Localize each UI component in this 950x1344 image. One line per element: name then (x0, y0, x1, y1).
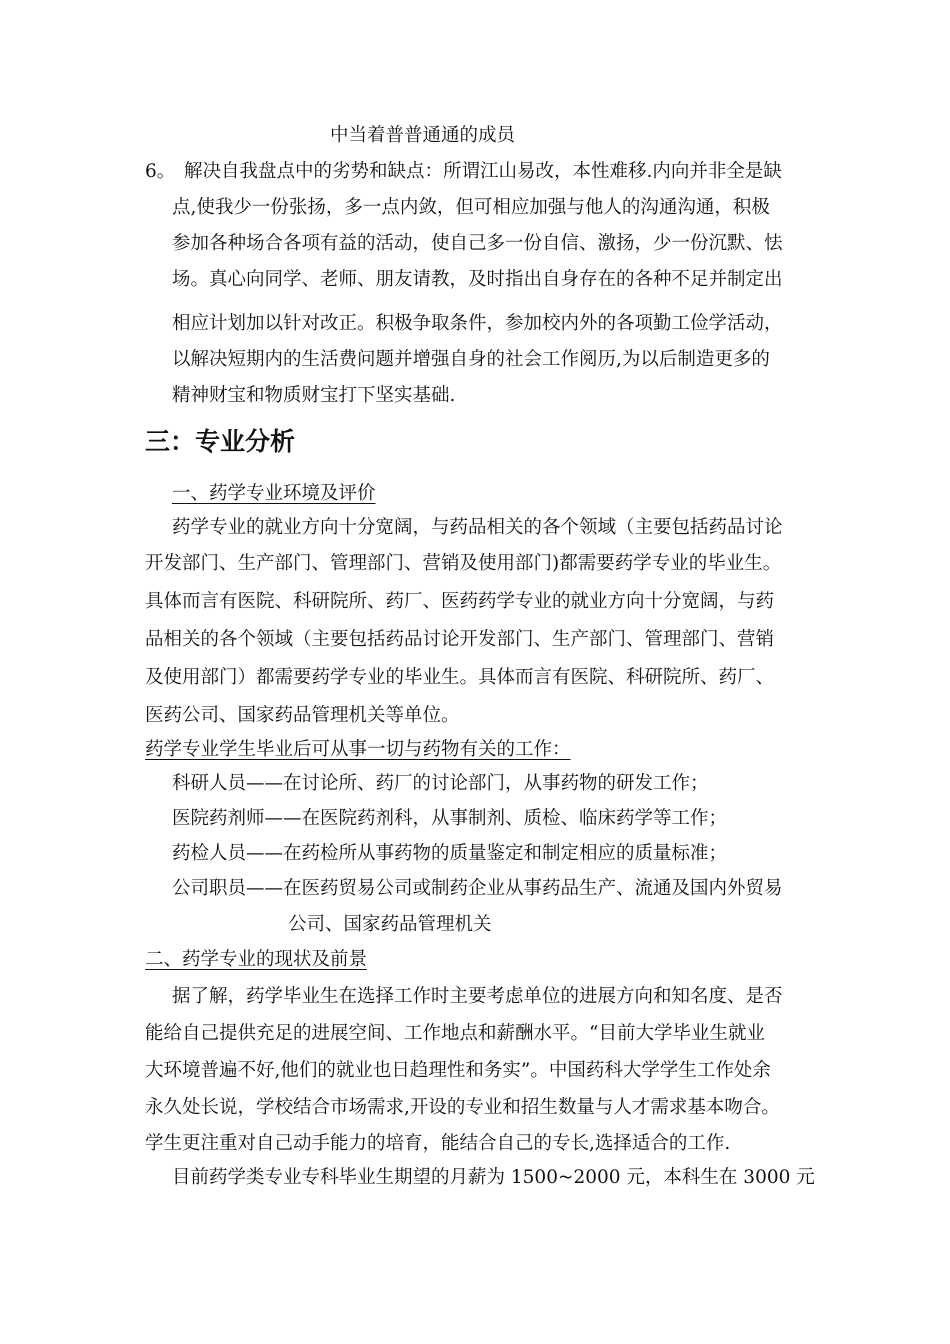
jobs-intro: 药学专业学生毕业后可从事一切与药物有关的工作： (145, 739, 571, 760)
text-line: 具体而言有医院、科研院所、药厂、医药药学专业的就业方向十分宽阔，与药 (145, 591, 775, 612)
text-line: 目前药学类专业专科毕业生期望的月薪为 1500~2000 元，本科生在 3000 元 (172, 1167, 815, 1188)
text-line: 中当着普普通通的成员 (330, 125, 516, 146)
text-line: 及使用部门）都需要药学专业的毕业生。具体而言有医院、科研院所、药厂、 (145, 667, 775, 688)
text-line: 以解决短期内的生活费问题并增强自身的社会工作阅历,为以后制造更多的 (172, 349, 770, 370)
subsection-title: 一、药学专业环境及评价 (172, 483, 376, 504)
text-line: 学生更注重对自己动手能力的培育，能结合自己的专长,选择适合的工作. (145, 1133, 731, 1154)
job-item: 医院药剂师——在医院药剂科，从事制剂、质检、临床药学等工作； (172, 808, 728, 829)
text-line: 品相关的各个领域（主要包括药品讨论开发部门、生产部门、管理部门、营销 (145, 629, 775, 650)
text-line: 参加各种场合各项有益的活动，使自己多一份自信、激扬，少一份沉默、怯 (172, 233, 783, 254)
subsection-title: 二、药学专业的现状及前景 (145, 949, 368, 970)
text-line: 点,使我少一份张扬，多一点内敛，但可相应加强与他人的沟通沟通，积极 (172, 197, 770, 218)
section-heading: 三：专业分析 (145, 427, 296, 456)
job-item: 科研人员——在讨论所、药厂的讨论部门，从事药物的研发工作； (172, 773, 709, 794)
job-item-continuation: 公司、国家药品管理机关 (288, 914, 492, 935)
text-line: 能给自己提供充足的进展空间、工作地点和薪酬水平。“目前大学毕业生就业 (145, 1023, 765, 1044)
job-item: 药检人员——在药检所从事药物的质量鉴定和制定相应的质量标准； (172, 843, 728, 864)
text-line: 药学专业的就业方向十分宽阔，与药品相关的各个领域（主要包括药品讨论 (172, 517, 783, 538)
text-line: 医药公司、国家药品管理机关等单位。 (145, 705, 460, 726)
text-line: 开发部门、生产部门、管理部门、营销及使用部门)都需要药学专业的毕业生。 (145, 553, 782, 574)
list-number: 6。 (145, 161, 176, 182)
text-line: 永久处长说，学校结合市场需求,开设的专业和招生数量与人才需求基本吻合。 (145, 1097, 780, 1118)
text-line: 解决自我盘点中的劣势和缺点：所谓江山易改，本性难移.内向并非全是缺 (184, 161, 782, 182)
job-item: 公司职员——在医药贸易公司或制药企业从事药品生产、流通及国内外贸易 (172, 878, 783, 899)
text-line: 相应计划加以针对改正。积极争取条件，参加校内外的各项勤工俭学活动， (172, 313, 783, 334)
text-line: 大环境普遍不好,他们的就业也日趋理性和务实”。中国药科大学学生工作处余 (145, 1060, 771, 1081)
text-line: 场。真心向同学、老师、朋友请教，及时指出自身存在的各种不足并制定出 (172, 269, 783, 290)
text-line: 据了解，药学毕业生在选择工作时主要考虑单位的进展方向和知名度、是否 (172, 986, 783, 1007)
text-line: 精神财宝和物质财宝打下坚实基础. (172, 385, 456, 406)
